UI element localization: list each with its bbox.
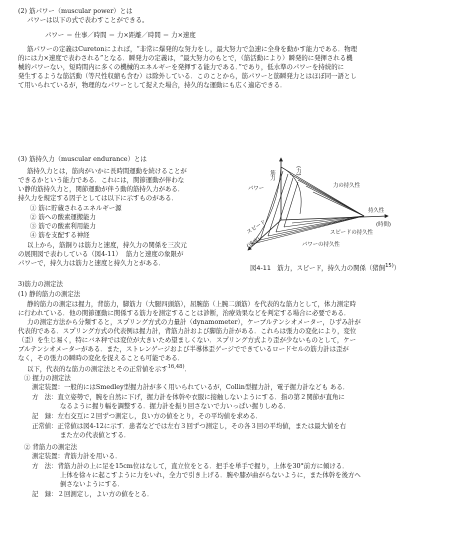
paragraph-line <box>27 363 191 374</box>
paragraph-line: 力の測定方法から分類すると，スプリング方式の力量計（dynamometer），ケーブルテンシオメーター，ひずみ計が <box>27 318 361 326</box>
axis-label-endurance: 持久性 <box>368 208 385 214</box>
method-procedure: 上体を徐々に起こすように力をいれ，全力で引き上げる．腕や膝が曲がらないように，また体幹を後方へ <box>60 471 361 479</box>
method-procedure: 倒さないようにする． <box>60 480 124 488</box>
axis-label-strength: 筋力 <box>269 170 275 181</box>
section-title: 3)筋力の測定法 <box>18 280 63 288</box>
method-procedure: なるように握り幅を調整する．握力計を振り回さないで力いっぱい握りしめる． <box>60 402 291 410</box>
list-item: ① 筋に貯蔵されるエネルギー源 <box>30 204 122 212</box>
paragraph-line: 筋持久力とは，筋肉がいかに長時間運動を続けることが <box>27 167 187 175</box>
strength-speed-endurance-diagram <box>238 152 426 280</box>
axis-label-speed: スピード <box>245 219 268 236</box>
paragraph-text: ． <box>184 365 191 374</box>
paragraph-text: 以下，代表的な筋力の測定法とその正常値を示す <box>27 365 168 374</box>
paragraph-line: （歪）を生じ易く，特にバネ秤では変位が大きいため望ましくない．スプリング方式より歪が少ないものとして，ケー <box>18 336 357 344</box>
paragraph-line: 筋パワーの定義はCuretonによれば，“非常に爆発的な努力をし，最大努力で急速に全身を動かす能力である．物理 <box>27 45 357 53</box>
method-devices: 測定装置：一般的にはSmedley型握力計が多く用いられているが，Collin型握力計，電子握力計なども ある． <box>32 383 350 391</box>
method-title: ① 握力の測定法 <box>24 374 71 382</box>
paragraph-line: できるかという能力である．これには，関節運動が伴わな <box>18 176 185 184</box>
method-procedure: 方 法：直立姿勢で，腕を自然に下げ，握力計を体幹や衣服に接触しないようにする．指の第２関節が直角に <box>32 393 345 401</box>
citation-ref: 16,48) <box>167 364 185 370</box>
axis-label-velocity: (速度) <box>245 236 262 250</box>
method-procedure: 方 法：背筋力計の上に足を15cm位はなして，直立位をとる．把手を単手で握り，上体を30°前方に傾ける． <box>32 462 349 470</box>
method-normal: また左の代表値とする． <box>60 431 131 439</box>
paragraph-line: い静的筋持久力と，関節運動が伴う動的筋持久力がある． <box>18 185 185 193</box>
paragraph-line: 以上から，筋銅りは筋力と速度，持久力の関係を三次元 <box>27 241 187 249</box>
method-record: 記 録：２回測定し，よい方の値をとる． <box>32 490 154 498</box>
paragraph-line: 的には力×速度で表わされる”となる．瞬発力の定義は，“最大努力のもとで，（筋活動により）瞬発的に発揮される機 <box>18 54 353 62</box>
paragraph-line: 持久力を規定する因子としては以下に示すものがある． <box>18 194 178 202</box>
list-item: ④ 筋を支配する神経 <box>30 231 90 239</box>
paragraph-line: て用いられているが，物理的なパワーとして捉えた場合，持久的な運動にも広く適応できる． <box>18 81 287 89</box>
method-record: 記 録：左右交互に２回ずつ測定し，良い方の値をとり，その平均値を求める． <box>32 412 263 420</box>
method-devices: 測定装置：背筋力計を用いる． <box>32 452 122 460</box>
paragraph-line: なく，その張力の瞬時の変化を捉えることも可能である． <box>18 354 185 362</box>
list-item: ② 筋への酸素運搬能力 <box>30 213 96 221</box>
paragraph-line: 械的パワーない，短時間内に多くの機械的エネルギーを発揮する能力である．”であり，低水準のパワーを持続的に <box>18 63 344 71</box>
intro-text: パワーは以下の式で表わすことができる。 <box>27 16 149 24</box>
axis-label-force: (力) <box>295 166 301 176</box>
label-strength-endurance: 力の持久性 <box>333 183 360 189</box>
label-power: パワー <box>248 186 265 192</box>
paragraph-line <box>18 250 183 259</box>
figure-caption <box>250 262 400 273</box>
power-formula: パワー ＝ 仕事／時間 ＝ 力×距離／時間 ＝ 力×速度 <box>45 31 196 39</box>
paragraph-line: 代表的である．スプリング方式の代表例は握力計，背筋力計および脚筋力計がある．これらは張力の変化により，変位 <box>18 327 357 335</box>
paragraph-line: 静的筋力の測定は握力，背筋力，脚筋力（大腿四頭筋），屈腕筋（上腕二頭筋）を代表的な筋力として，体力測定時 <box>27 300 356 308</box>
figure-caption-end: ） <box>393 264 401 273</box>
figure-caption-ref: 15) <box>385 263 394 269</box>
paragraph-text: の展開図で表わしている（図4-11） <box>18 250 122 258</box>
method-title: ② 背筋力の測定法 <box>24 443 78 451</box>
method-normal: 正常値：正常値は図4-12に示す．患者などでは左右３回ずつ測定し，その各３回の平均値，または最大値を右 <box>32 422 347 430</box>
label-power-endurance: パワーの持久性 <box>302 242 340 248</box>
endurance-axis <box>281 216 388 220</box>
list-item: ③ 筋での酸素利用能力 <box>30 222 96 230</box>
section-heading: (3) 筋持久力（muscular endurance）とは <box>18 155 147 163</box>
label-speed-endurance: スピードの持久性 <box>330 230 373 236</box>
axis-label-time: (時間) <box>376 222 391 228</box>
paragraph-text: 筋力と速度の象限が <box>125 250 184 258</box>
figure-caption-text: 図4-11 筋力，スピード，持久力の関係（猪飼 <box>250 264 386 273</box>
paragraph-line: 発生するような筋活動（等尺性収縮も含む）は除外している．このことから，筋パワーと筋瞬発力とはほぼ同一語とし <box>18 72 357 80</box>
paragraph-line: ブルテンシオメーターがある．また，ストレンゲージおよび半導体歪ゲージでできているロードセルの筋力計は歪が <box>18 345 349 353</box>
section-heading: (2) 筋パワー（muscular power）とは <box>18 7 133 15</box>
subsection-heading: (1) 静的筋力の測定法 <box>18 290 81 298</box>
paragraph-line: に行われている．他の関節運動に関係する筋力を測定することは診断，治療効果などを判定する場合に必要である． <box>18 309 351 317</box>
paragraph-line: パワーで，持久力は筋力と速度と持久力とがある． <box>18 259 165 267</box>
